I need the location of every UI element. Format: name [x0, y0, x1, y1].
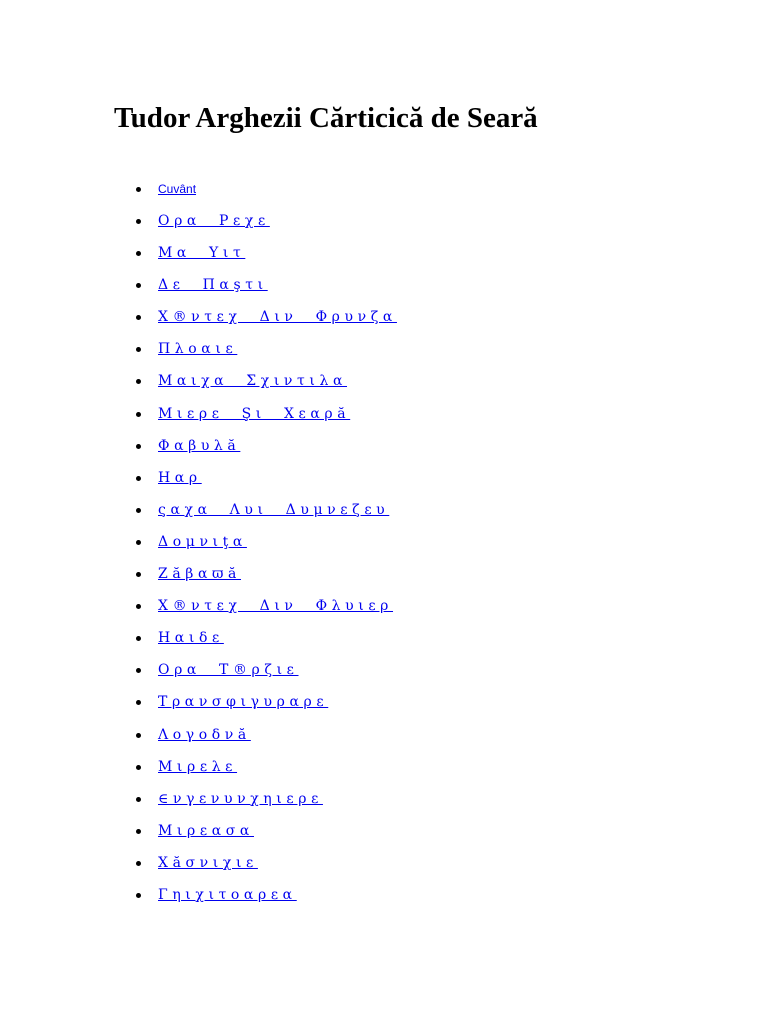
bullet-icon [136, 412, 141, 417]
toc-link[interactable]: Δομνιţα [158, 533, 247, 550]
bullet-icon [136, 347, 141, 352]
toc-item [158, 783, 397, 815]
toc-link[interactable]: Μα Υιτ [158, 245, 246, 262]
bullet-icon [136, 508, 141, 513]
toc-link[interactable]: Μαιχα Σχιντιλα [158, 373, 348, 390]
toc-item [158, 558, 397, 590]
toc-link[interactable]: Ζăβαϖă [158, 566, 241, 583]
toc-item [158, 526, 397, 558]
bullet-icon [136, 797, 141, 802]
toc-item [158, 365, 397, 397]
bullet-icon [136, 283, 141, 288]
toc-item [158, 751, 397, 783]
toc-link[interactable]: Χ®ντεχ Διν Φλυιερ [158, 598, 394, 615]
toc-item [158, 333, 397, 365]
toc-item [158, 686, 397, 718]
toc-item [158, 205, 397, 237]
toc-link[interactable]: Γηιχιτοαρεα [158, 886, 297, 903]
toc-item [158, 654, 397, 686]
bullet-icon [136, 604, 141, 609]
toc-link[interactable]: Μιρελε [158, 758, 238, 775]
bullet-icon [136, 219, 141, 224]
bullet-icon [136, 700, 141, 705]
toc-item [158, 173, 397, 205]
toc-link[interactable]: Μιερε Şι Χεαρă [158, 405, 351, 422]
bullet-icon [136, 572, 141, 577]
toc-item [158, 494, 397, 526]
bullet-icon [136, 187, 141, 192]
toc-item [158, 815, 397, 847]
bullet-icon [136, 251, 141, 256]
toc-link[interactable]: Cuvânt [158, 182, 197, 196]
toc-link[interactable]: Τρανσφιγυραρε [158, 694, 329, 711]
toc-item [158, 430, 397, 462]
toc-link[interactable]: Λογοδνă [158, 726, 251, 743]
toc-item [158, 398, 397, 430]
bullet-icon [136, 668, 141, 673]
toc-item [158, 879, 397, 911]
bullet-icon [136, 765, 141, 770]
toc-item [158, 269, 397, 301]
toc-link[interactable]: Φαβυλă [158, 437, 241, 454]
toc-item [158, 622, 397, 654]
toc-item [158, 590, 397, 622]
toc-link[interactable]: ςαχα Λυι Δυμνεζευ [158, 501, 390, 518]
bullet-icon [136, 636, 141, 641]
table-of-contents [158, 173, 397, 911]
toc-link[interactable]: ∈νγενυνχηιερε [158, 790, 323, 807]
bullet-icon [136, 733, 141, 738]
toc-item [158, 301, 397, 333]
toc-link[interactable]: Μιρεασα [158, 822, 254, 839]
bullet-icon [136, 861, 141, 866]
toc-item [158, 462, 397, 494]
toc-item [158, 847, 397, 879]
toc-link[interactable]: Ορα Τ®ρζιε [158, 662, 299, 679]
bullet-icon [136, 379, 141, 384]
bullet-icon [136, 540, 141, 545]
toc-link[interactable]: Δε Παşτι [158, 277, 268, 294]
toc-link[interactable]: Ηαιδε [158, 630, 224, 647]
toc-link[interactable]: Ηαρ [158, 469, 202, 486]
bullet-icon [136, 829, 141, 834]
page-title: Tudor Arghezii Cărticică de Seară [114, 102, 538, 134]
toc-item [158, 237, 397, 269]
toc-link[interactable]: Χăσνιχιε [158, 854, 258, 871]
bullet-icon [136, 315, 141, 320]
toc-link[interactable]: Ορα Ρεχε [158, 213, 270, 229]
bullet-icon [136, 476, 141, 481]
toc-link[interactable]: Πλοαιε [158, 341, 238, 358]
bullet-icon [136, 893, 141, 898]
bullet-icon [136, 444, 141, 449]
toc-item [158, 719, 397, 751]
toc-link[interactable]: Χ®ντεχ Διν Φρυνζα [158, 309, 397, 326]
